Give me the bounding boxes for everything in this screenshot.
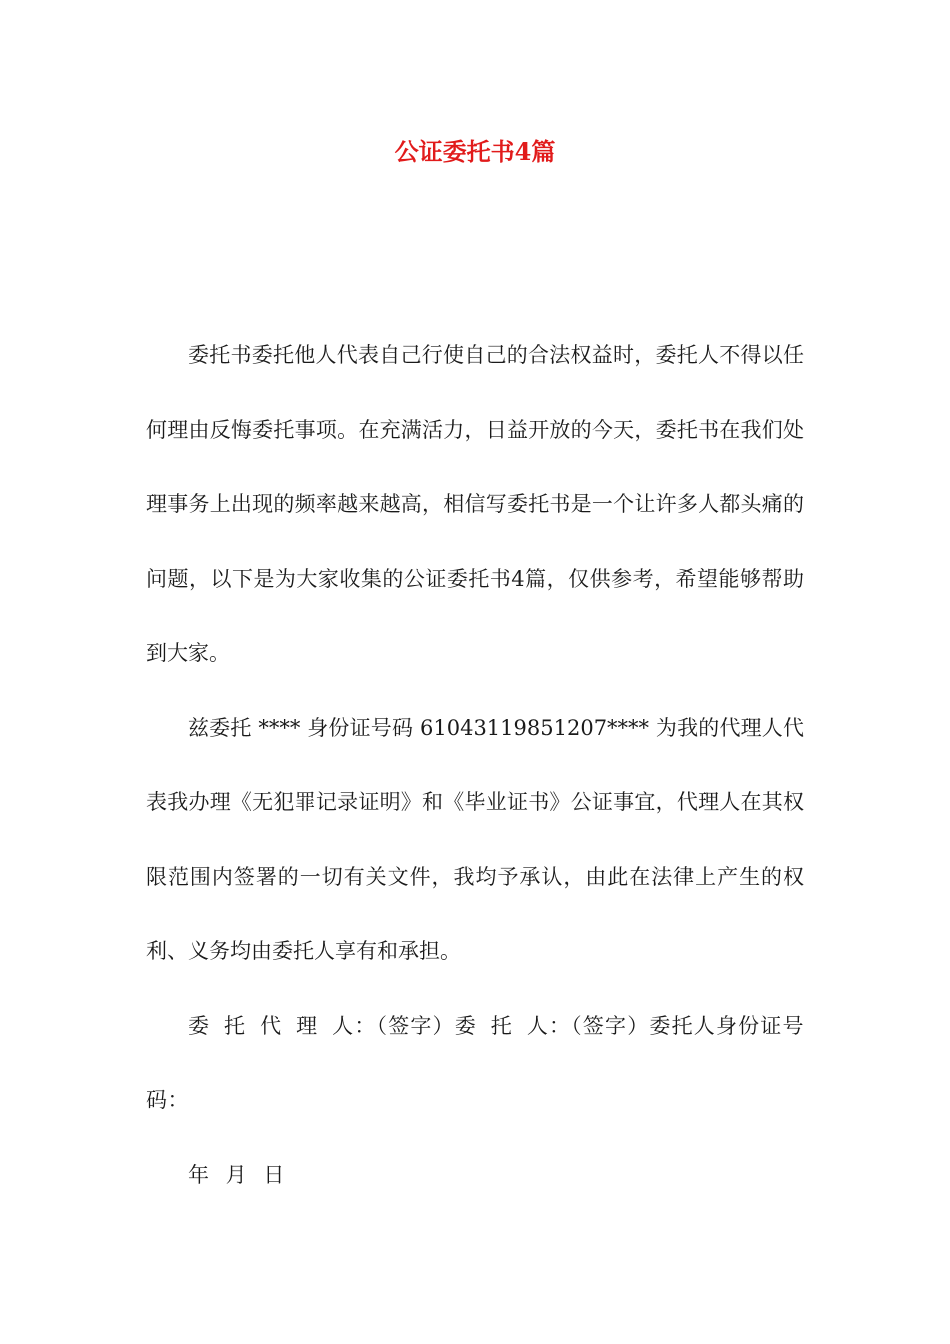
authorization-paragraph: 兹委托 **** 身份证号码 61043119851207**** 为我的代理人代表我办理《无犯罪记录证明》和《毕业证书》公证事宜，代理人在其权限范围内签署的一切有关文件，我均予承认，由此在法律上产生的权利、义务均由委托人享有和承担。 <box>146 715 804 963</box>
intro-paragraph: 委托书委托他人代表自己行使自己的合法权益时，委托人不得以任何理由反悔委托事项。在充满活力，日益开放的今天，委托书在我们处理事务上出现的频率越来越高，相信写委托书是一个让许多人都头痛的问题，以下是为大家收集的公证委托书4篇，仅供参考，希望能够帮助到大家。 <box>146 343 804 665</box>
signature-line: 委 托 代 理 人：（签字）委 托 人：（签字）委托人身份证号码： <box>146 1013 804 1112</box>
date-line: 年 月 日 <box>188 1162 285 1187</box>
page-title: 公证委托书4篇 <box>394 137 556 166</box>
document-body <box>146 318 804 1212</box>
